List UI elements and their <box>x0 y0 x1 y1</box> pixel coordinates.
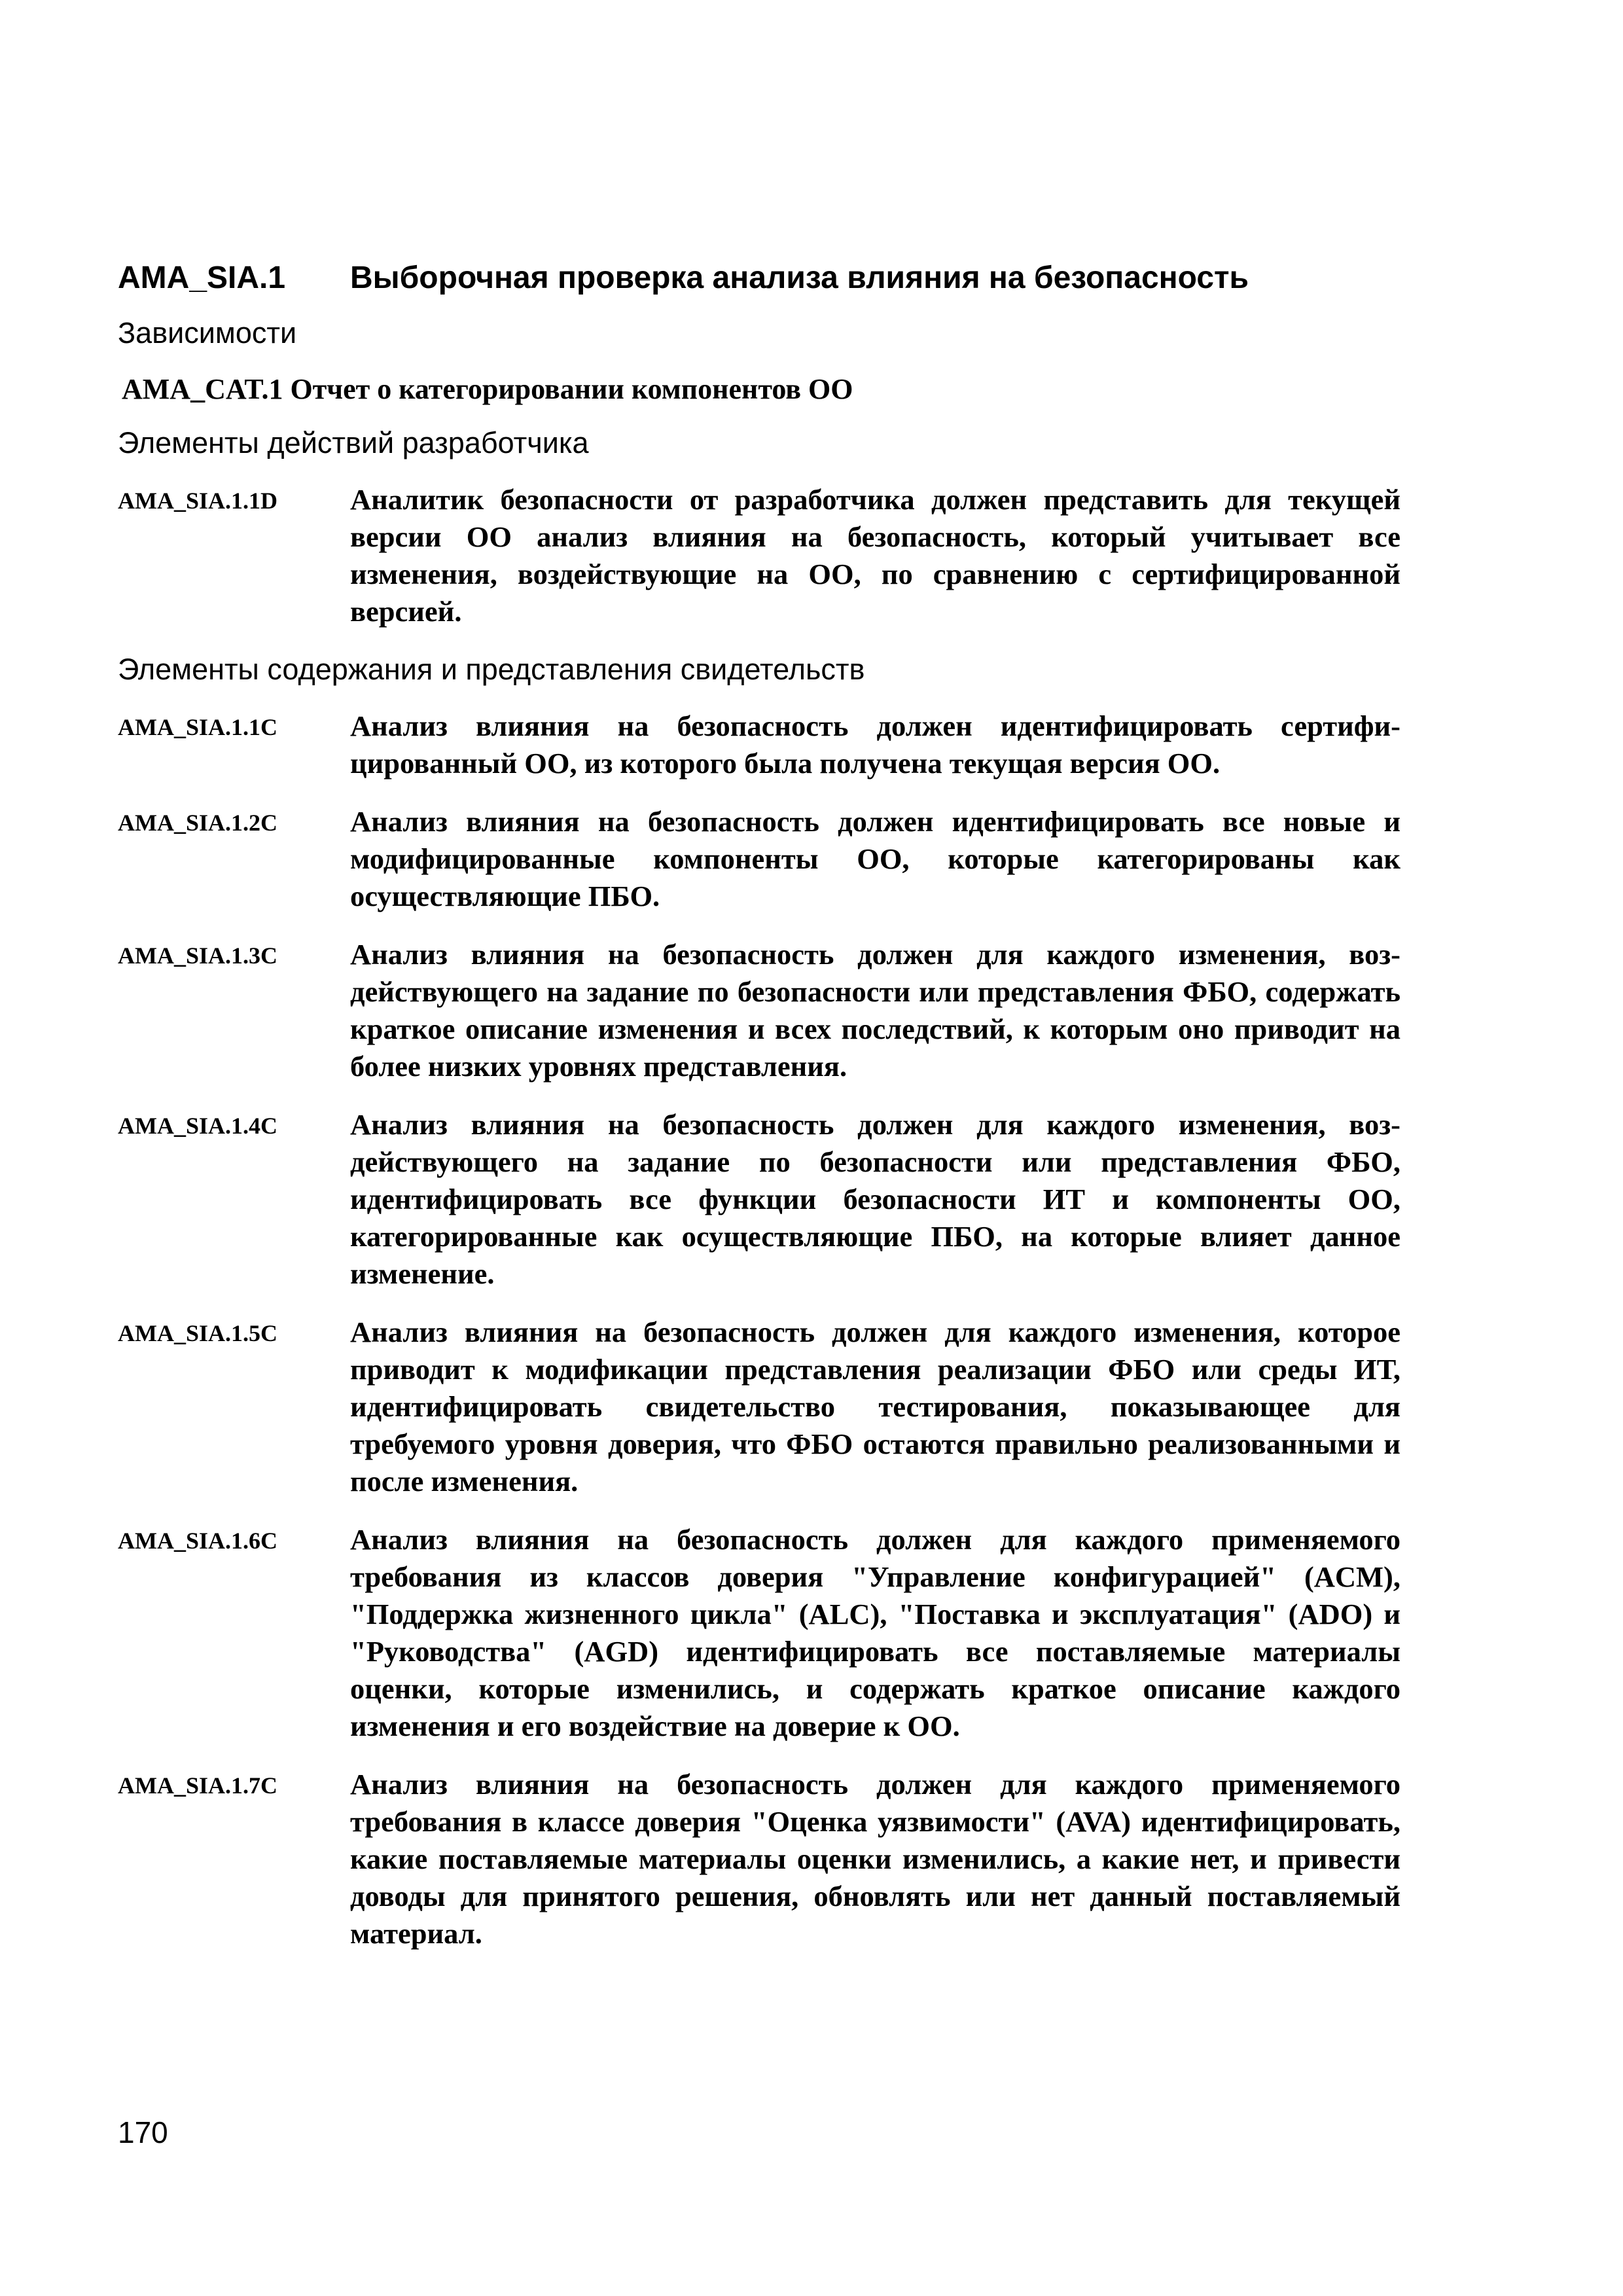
element-code: AMA_SIA.1.3C <box>118 942 278 969</box>
element-text: Анализ влияния на безопасность должен для каждого изменения, воздействующего на задание по безопасности или представления ФБО, идентифицировать все функции безопасности ИТ и компоненты ОО, категорированные как осуществляющие ПБО, на которые влияет данное изменение. <box>350 1108 1400 1290</box>
developer-action-heading: Элементы действий разработчика <box>118 426 589 459</box>
element-code: AMA_SIA.1.2C <box>118 810 278 836</box>
element-text: Анализ влияния на безопасность должен для каждого применяемого требования в классе доверия "Оценка уязвимости" (AVA) идентифицировать, какие поставляемые материалы оценки изменились, а какие нет, и привести доводы для принятого решения, обновлять или нет данный поставляемый материал. <box>350 1768 1400 1950</box>
element-row <box>118 1766 1400 1952</box>
element-code: AMA_SIA.1.6C <box>118 1528 278 1554</box>
element-code: AMA_SIA.1.1C <box>118 714 278 740</box>
dependencies-text: AMA_CAT.1 Отчет о категорировании компонентов ОО <box>122 373 853 405</box>
element-text: Анализ влияния на безопасность должен для каждого изменения, воздействующего на задание по безопасности или представления ФБО, содержать краткое описание изменения и всех последствий, к которым оно приводит на более низких уровнях представления. <box>350 938 1400 1083</box>
element-row <box>118 708 1400 782</box>
section-title: Выборочная проверка анализа влияния на безопасность <box>350 260 1249 295</box>
element-row <box>118 936 1400 1085</box>
element-text: Анализ влияния на безопасность должен идентифицировать все новые и модифицированные компоненты ОО, которые категорированы как осуществляющие ПБО. <box>350 805 1400 912</box>
element-row <box>118 1521 1400 1745</box>
element-row <box>118 803 1400 915</box>
element-code: AMA_SIA.1.1D <box>118 488 278 514</box>
element-code: AMA_SIA.1.5C <box>118 1320 278 1346</box>
page-number: 170 <box>118 2115 168 2149</box>
section-code: AMA_SIA.1 <box>118 260 286 295</box>
element-row <box>118 481 1400 630</box>
element-text: Анализ влияния на безопасность должен для каждого применяемого требования из классов доверия "Управление конфигурацией" (ACM), "Поддержка жизненного цикла" (ALC), "Поставка и эксплуатация" (ADO) и "Руководства" (AGD) идентифицировать все поставляемые материалы оценки, которые изменились, и содержать краткое описание каждого изменения и его воздействие на доверие к ОО. <box>350 1523 1400 1742</box>
element-text: Анализ влияния на безопасность должен для каждого изменения, которое приводит к модификации представления реализации ФБО или среды ИТ, идентифицировать свидетельство тестирования, показывающее для требуемого уровня доверия, что ФБО остаются правильно реализованными и после изменения. <box>350 1316 1400 1498</box>
content-presentation-heading: Элементы содержания и представления свидетельств <box>118 653 865 686</box>
element-code: AMA_SIA.1.7C <box>118 1772 278 1799</box>
element-row <box>118 1314 1400 1500</box>
element-code: AMA_SIA.1.4C <box>118 1113 278 1139</box>
element-text: Аналитик безопасности от разработчика должен представить для текущей версии ОО анализ влияния на безопасность, который учитывает все изменения, воздействующие на ОО, по сравнению с сертифицированной версией. <box>350 483 1400 628</box>
page-content <box>118 259 1400 1973</box>
element-text: Анализ влияния на безопасность должен идентифицировать сертифицированный ОО, из которого была получена текущая версия ОО. <box>350 709 1400 780</box>
section-heading <box>118 259 1400 298</box>
dependencies-heading: Зависимости <box>118 316 297 350</box>
element-row <box>118 1106 1400 1293</box>
